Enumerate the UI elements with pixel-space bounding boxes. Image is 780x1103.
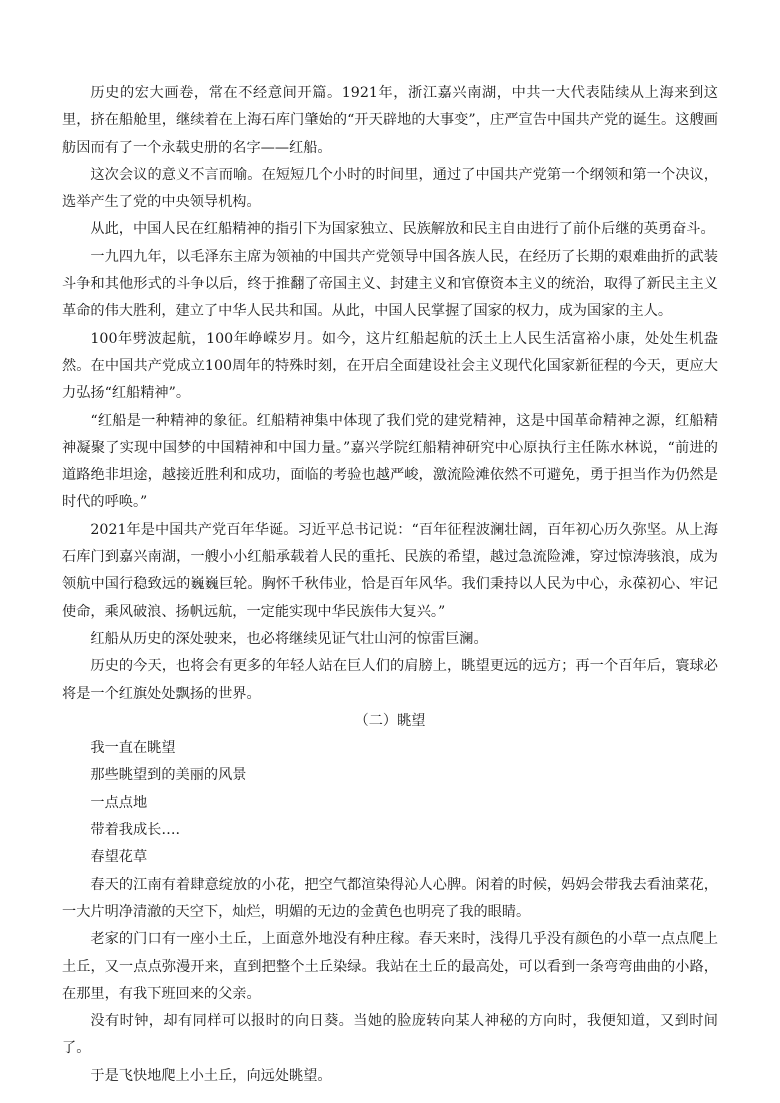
paragraph-climb-hill: 于是飞快地爬上小土丘，向远处眺望。 (90, 1067, 332, 1084)
paragraph-sunflower: 没有时钟，却有同样可以报时的向日葵。当她的脸庞转向某人神秘的方向时，我便知道，又到时间了。 (62, 1013, 718, 1057)
document-page (62, 80, 718, 1090)
poem-line: 带着我成长…. (90, 822, 181, 839)
subsection-title: 春望花草 (90, 849, 148, 866)
paragraph-meeting-significance: 这次会议的意义不言而喻。在短短几个小时的时间里，通过了中国共产党第一个纲领和第一个决议，选举产生了党的中央领导机构。 (62, 166, 718, 211)
paragraph-2021-anniversary: 2021年是中国共产党百年华诞。习近平总书记说：“百年征程波澜壮阔，百年初心历久弥坚。从上海石库门到嘉兴南湖，一艘小小红船承载着人民的重托、民族的希望，越过急流险滩，穿过惊涛骇浪，成为领航中国行稳致远的巍巍巨轮。胸怀千秋伟业，恰是百年风华。我们秉持以人民为中心，永葆初心、牢记使命，乘风破浪、扬帆远航，一定能实现中华民族伟大复兴。” (62, 521, 718, 620)
paragraph-witness: 红船从历史的深处驶来，也必将继续见证气壮山河的惊雷巨澜。 (90, 630, 488, 647)
paragraph-future: 历史的今天，也将会有更多的年轻人站在巨人们的肩膀上，眺望更远的远方；再一个百年后，寰球必将是一个红旗处处飘扬的世界。 (62, 658, 718, 702)
poem-line: 我一直在眺望 (90, 740, 176, 757)
paragraph-spring-flowers: 春天的江南有着肆意绽放的小花，把空气都渲染得沁人心脾。闲着的时候，妈妈会带我去看油菜花，一大片明净清澈的天空下，灿烂，明媚的无边的金黄色也明亮了我的眼睛。 (62, 876, 718, 920)
paragraph-red-boat-spirit-quote: “红船是一种精神的象征。红船精神集中体现了我们党的建党精神，这是中国革命精神之源，红船精神凝聚了实现中国梦的中国精神和中国力量。”嘉兴学院红船精神研究中心原执行主任陈水林说，“前进的道路绝非坦途，越接近胜利和成功，面临的考验也越严峻，激流险滩依然不可避免，勇于担当作为仍然是时代的呼唤。” (62, 412, 718, 511)
paragraph-1949: 一九四九年，以毛泽东主席为领袖的中国共产党领导中国各族人民，在经历了长期的艰难曲折的武装斗争和其他形式的斗争以后，终于推翻了帝国主义、封建主义和官僚资本主义的统治，取得了新民主主义革命的伟大胜利，建立了中华人民共和国。从此，中国人民掌握了国家的权力，成为国家的主人。 (62, 248, 718, 320)
paragraph-red-boat-origin: 历史的宏大画卷，常在不经意间开篇。1921年，浙江嘉兴南湖，中共一大代表陆续从上海来到这里，挤在船舱里，继续着在上海石库门肇始的“开天辟地的大事变”，庄严宣告中国共产党的诞生。这艘画舫因而有了一个永载史册的名字——红船。 (62, 85, 718, 156)
poem-line: 那些眺望到的美丽的风景 (90, 767, 247, 784)
paragraph-struggle: 从此，中国人民在红船精神的指引下为国家独立、民族解放和民主自由进行了前仆后继的英勇奋斗。 (90, 221, 715, 238)
paragraph-centennial: 100年劈波起航，100年峥嵘岁月。如今，这片红船起航的沃土上人民生活富裕小康，处处生机盎然。在中国共产党成立100周年的特殊时刻，在开启全面建设社会主义现代化国家新征程的今天，更应大力弘扬“红船精神”。 (62, 330, 718, 402)
section-heading: （二）眺望 (354, 712, 426, 729)
paragraph-hill: 老家的门口有一座小土丘，上面意外地没有种庄稼。春天来时，浅得几乎没有颜色的小草一点点爬上土丘，又一点点弥漫开来，直到把整个土丘染绿。我站在土丘的最高处，可以看到一条弯弯曲曲的小路，在那里，有我下班回来的父亲。 (62, 931, 718, 1002)
poem-line: 一点点地 (90, 794, 148, 811)
